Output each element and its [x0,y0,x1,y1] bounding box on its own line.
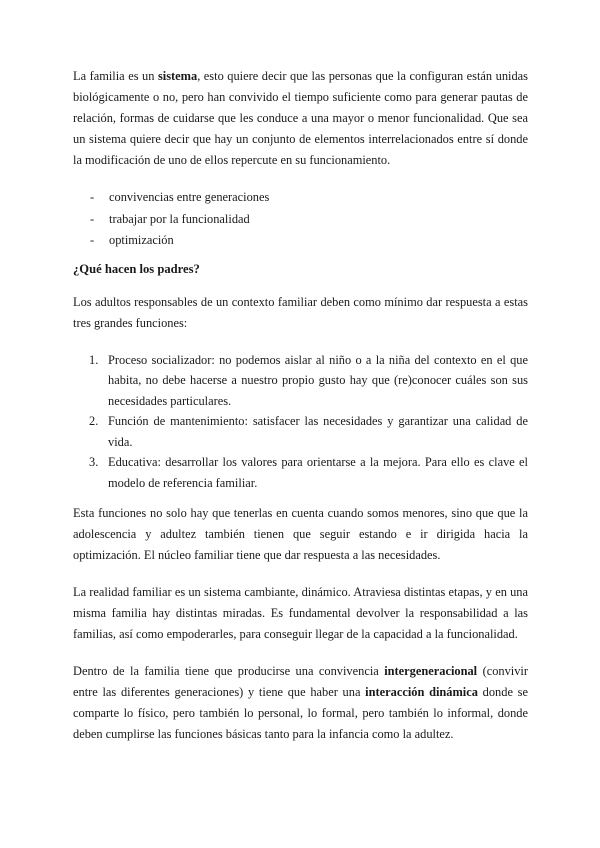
bold-term-intergeneracional: intergeneracional [384,664,478,678]
paragraph-family-system: La familia es un sistema, esto quiere decir que las personas que la configuran están unidas biológicamente o no, pero han convivido el tiempo suficiente como para generar pautas de relación, formas de cuidarse que les conduce a una mayor o menor funcionalidad. Que sea un sistema quiere decir que hay un conjunto de elementos interrelacionados entre sí donde la modificación de uno de ellos repercute en su funcionamiento. [73,69,528,167]
paragraph-optimization: Esta funciones no solo hay que tenerlas en cuenta cuando somos menores, sino que que la adolescencia y adultez también tienen que seguir estando e ir dirigida hacia la optimización. El núcleo familiar tiene que dar respuesta a las necesidades. [73,506,528,562]
paragraph-functions-intro: Los adultos responsables de un contexto familiar deben como mínimo dar respuesta a estas tres grandes funciones: [73,294,528,330]
paragraph-dynamic-reality: La realidad familiar es un sistema cambiante, dinámico. Atraviesa distintas etapas, y en una misma familia hay distintas miradas. Es fundamental devolver la responsabilidad a las familias, así como empoderarles, para conseguir llegar de la capacidad a la funcionalidad. [73,585,528,641]
list-item: 1. Proceso socializador: no podemos aislar al niño o a la niña del contexto en el que habita, no debe hacerse a nuestro propio gusto hay que (re)conocer cuáles son sus necesidades particulares. [89,352,528,408]
document-body [73,66,528,745]
list-item: - optimización [90,233,174,247]
numbered-list [73,350,528,494]
list-item: - convivencias entre generaciones [90,190,270,204]
paragraph-intergenerational: Dentro de la familia tiene que producirse una convivencia intergeneracional (convivir entre las diferentes generaciones) y tiene que haber una interacción dinámica donde se comparte lo físico, pero también lo personal, lo formal, pero también lo informal, donde deben cumplirse las funciones básicas tanto para la infancia como la adultez. [73,664,528,741]
dash-list [73,187,528,252]
list-item: - trabajar por la funcionalidad [90,211,250,226]
bold-term-interaccion-dinamica: interacción dinámica [365,685,478,699]
list-item: 3. Educativa: desarrollar los valores para orientarse a la mejora. Para ello es clave el modelo de referencia familiar. [89,455,528,490]
bold-term-sistema: sistema [157,69,198,83]
list-item: 2. Función de mantenimiento: satisfacer las necesidades y garantizar una calidad de vida. [89,414,528,449]
section-heading: ¿Qué hacen los padres? [73,261,200,276]
